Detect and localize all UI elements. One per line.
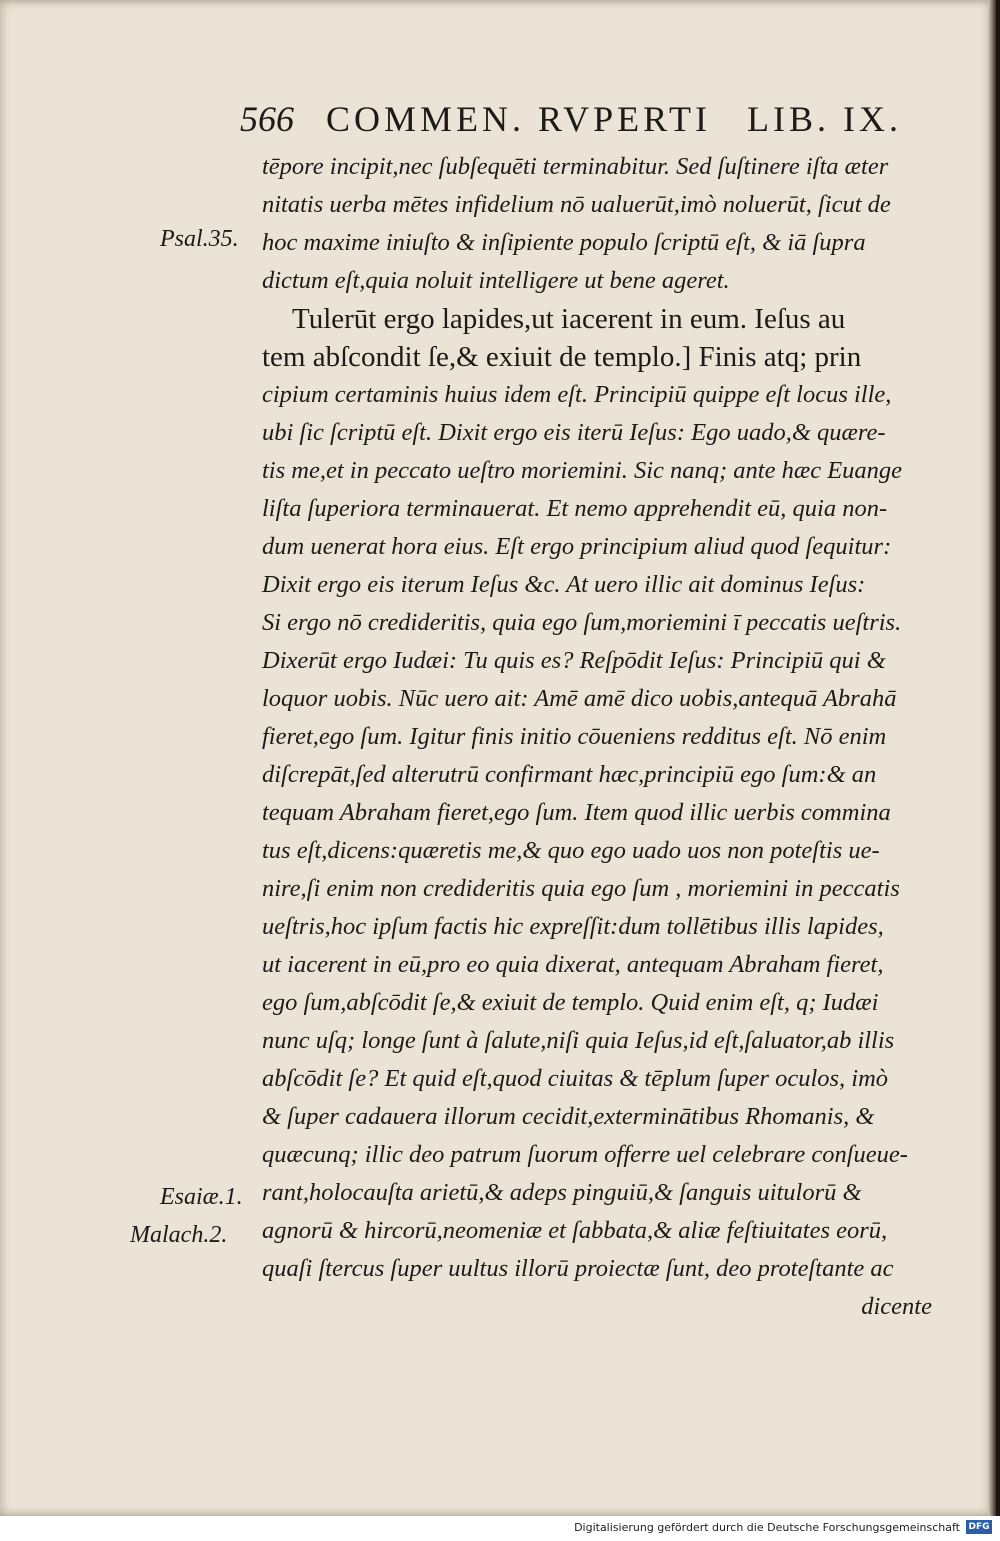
text-line: dictum eſt,quia noluit intelligere ut bene ageret. (262, 267, 730, 294)
text-line: nitatis uerba mētes infidelium nō ualuerūt,imò noluerūt, ſicut de (262, 191, 891, 218)
lemma-line: Tulerūt ergo lapides,ut iacerent in eum. Ieſus au (292, 303, 846, 335)
funding-credit: Digitalisierung gefördert durch die Deutsche Forschungsgemeinschaft (574, 1521, 960, 1534)
page-gutter-shadow (988, 0, 996, 1516)
catchword: dicente (861, 1293, 932, 1320)
text-line: agnorū & hircorū,neomeniæ et ſabbata,& aliæ feſtiuitates eorū, (262, 1217, 888, 1244)
dfg-logo-icon: DFG (966, 1520, 992, 1534)
text-line: cipium certaminis huius idem eſt. Principiū quippe eſt locus ille, (262, 381, 892, 408)
book-number: LIB. IX. (747, 99, 902, 139)
text-line: diſcrepāt,ſed alterutrū confirmant hæc,principiū ego ſum:& an (262, 761, 877, 788)
text-line: nunc uſq; longe ſunt à ſalute,niſi quia Ieſus,id eſt,ſaluator,ab illis (262, 1027, 895, 1054)
text-line: ut iacerent in eū,pro eo quia dixerat, antequam Abraham fieret, (262, 951, 884, 978)
text-line: abſcōdit ſe? Et quid eſt,quod ciuitas & tēplum ſuper oculos, imò (262, 1065, 889, 1092)
text-line: dum uenerat hora eius. Eſt ergo principium aliud quod ſequitur: (262, 533, 892, 560)
margin-note-isaiah: Esaiæ.1. (160, 1184, 243, 1210)
lemma-line: tem abſcondit ſe,& exiuit de templo.] Finis atq; prin (262, 341, 862, 373)
digitization-footer (0, 1516, 1000, 1541)
text-line: tequam Abraham fieret,ego ſum. Item quod illic uerbis commina (262, 799, 891, 826)
body-text (262, 148, 952, 1326)
margin-note-psalm: Psal.35. (160, 226, 239, 252)
text-line: ubi ſic ſcriptū eſt. Dixit ergo eis iterū Ieſus: Ego uado,& quære- (262, 419, 886, 446)
text-line: fieret,ego ſum. Igitur finis initio cōueniens redditus eſt. Nō enim (262, 723, 887, 750)
text-line: hoc maxime iniuſto & inſipiente populo ſcriptū eſt, & iā ſupra (262, 229, 866, 256)
text-line: ueſtris,hoc ipſum factis hic expreſſit:dum tollētibus illis lapides, (262, 913, 884, 940)
text-line: ego ſum,abſcōdit ſe,& exiuit de templo. Quid enim eſt, q; Iudæi (262, 989, 879, 1016)
text-line: tis me,et in peccato ueſtro moriemini. Sic nanq; ante hæc Euange (262, 457, 903, 484)
text-line: loquor uobis. Nūc uero ait: Amē amē dico uobis,antequā Abrahā (262, 685, 897, 712)
running-title: COMMEN. RVPERTI (326, 99, 711, 139)
text-line: liſta ſuperiora terminauerat. Et nemo apprehendit eū, quia non- (262, 495, 888, 522)
page-number: 566 (240, 99, 294, 139)
text-line: quaſi ſtercus ſuper uultus illorū proiectæ ſunt, deo proteſtante ac (262, 1255, 894, 1282)
text-line: quæcunq; illic deo patrum ſuorum offerre uel celebrare conſueue- (262, 1141, 908, 1168)
text-line: Dixit ergo eis iterum Ieſus &c. At uero illic ait dominus Ieſus: (262, 571, 866, 598)
text-line: tus eſt,dicens:quæretis me,& quo ego uado uos non poteſtis ue- (262, 837, 880, 864)
text-line: tēpore incipit,nec ſubſequēti terminabitur. Sed ſuſtinere iſta æter (262, 153, 889, 180)
running-header (240, 98, 910, 146)
text-line: nire,ſi enim non credideritis quia ego ſum , moriemini in peccatis (262, 875, 900, 902)
margin-note-malachi: Malach.2. (130, 1222, 228, 1248)
text-line: rant,holocauſta arietū,& adeps pinguiū,& ſanguis uitulorū & (262, 1179, 862, 1206)
text-line: Dixerūt ergo Iudæi: Tu quis es? Reſpōdit Ieſus: Principiū qui & (262, 647, 886, 674)
text-line: Si ergo nō credideritis, quia ego ſum,moriemini ī peccatis ueſtris. (262, 609, 902, 636)
text-line: & ſuper cadauera illorum cecidit,exterminātibus Rhomanis, & (262, 1103, 875, 1130)
